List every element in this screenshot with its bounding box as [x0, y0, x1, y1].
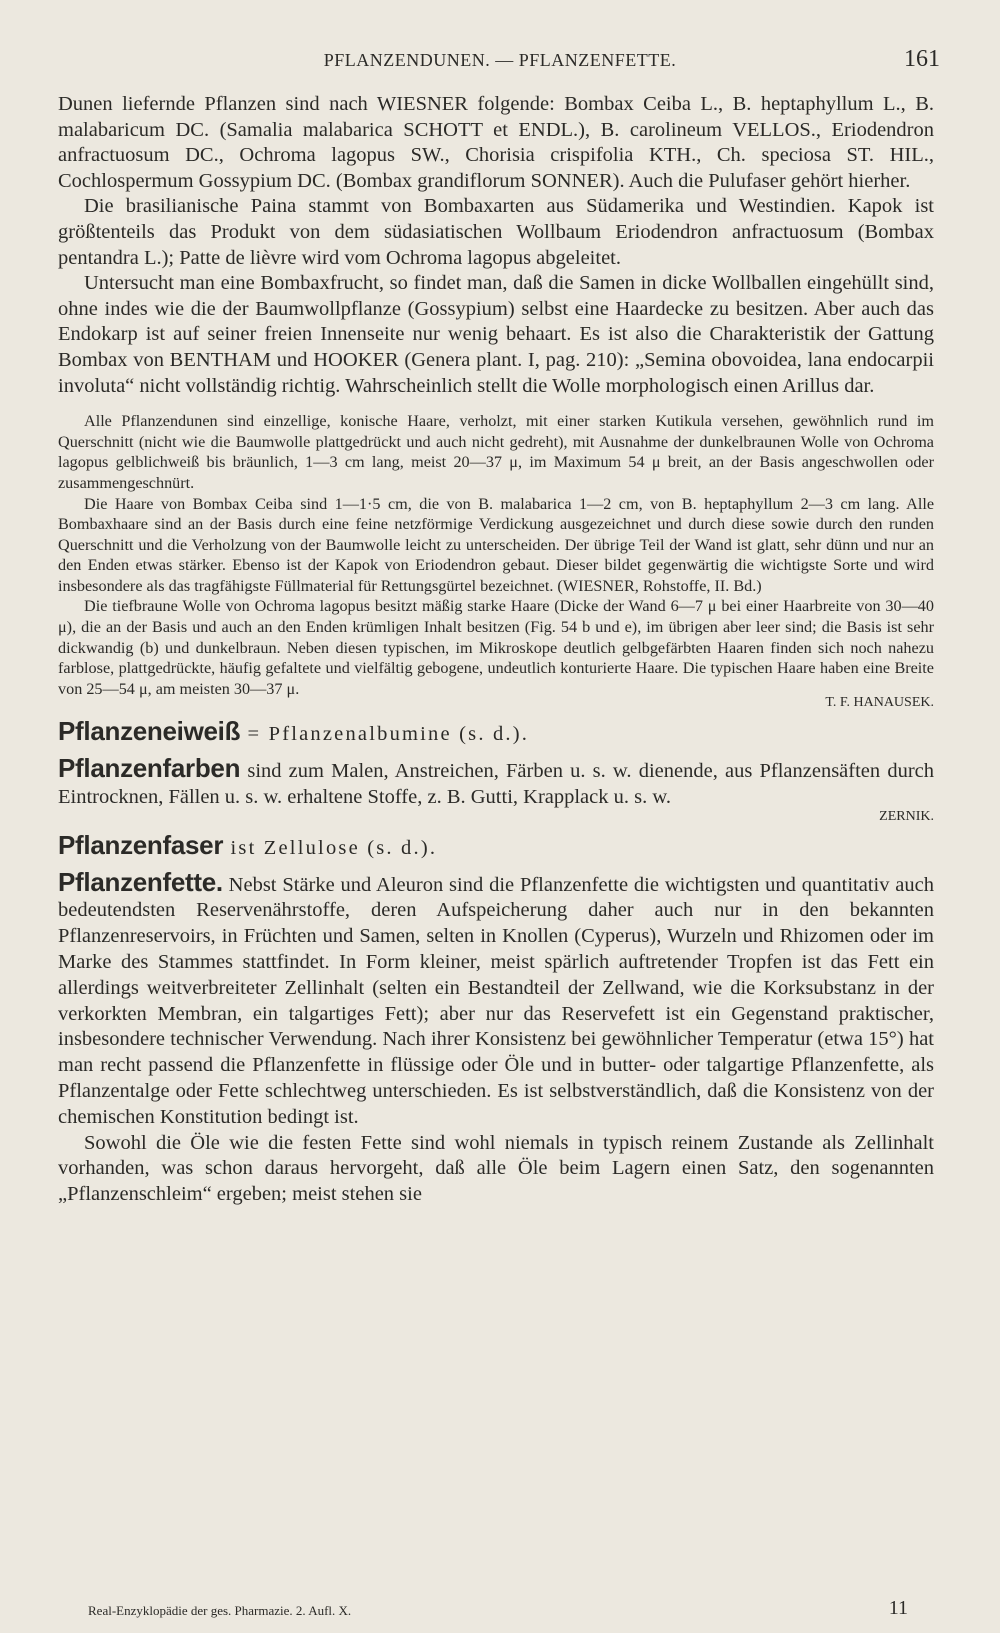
entry-text: = Pflanzenalbumine (s. d.). [240, 723, 530, 746]
small-paragraph: Die Haare von Bombax Ceiba sind 1—1·5 cm, die von B. malabarica 1—2 cm, von B. heptaphyllum 2—3 cm lang. Alle Bombaxhaare sind an der Basis durch eine feine netzförmige Verdickung ausgezeichnet und durch diese sowie durch den runden Querschnitt und die Verholzung von der Baumwolle leicht zu unterscheiden. Der übrige Teil der Wand ist glatt, sehr dünn und nur an den Enden etwas stärker. Ebenso ist der Kapok von Eriodendron gebaut. Dieser bildet gegenwärtig die wichtigste Sorte und wird insbesondere als das tragfähigste Füllmaterial für Rettungsgürtel bezeichnet. (WIESNER, Rohstoffe, II. Bd.) [58, 494, 934, 595]
running-head: PFLANZENDUNEN. — PFLANZENFETTE. [323, 50, 677, 70]
paragraph: Sowohl die Öle wie die festen Fette sind wohl niemals in typisch reinem Zustande als Zellinhalt vorhanden, was schon daraus hervorgeht, daß alle Öle beim Lagern einen Satz, den sogenannten „Pflanzenschleim“ ergeben; meist stehen sie [58, 1131, 934, 1206]
entry-heading: Pflanzenfarben [58, 753, 241, 784]
small-paragraph: Die tiefbraune Wolle von Ochroma lagopus besitzt mäßig starke Haare (Dicke der Wand 6—7 μ bei einer Haarbreite von 30—40 μ), die an der Basis und auch an den Enden krümligen Inhalt besitzen (Fig. 54 b und e), im übrigen aber leer sind; die Basis ist sehr dickwandig (b) und dunkelbraun. Neben diesen typischen, im Mikroskope deutlich gelbgefärbten Haaren finden sich noch nahezu farblose, plattgedrückte, häufig gefaltete und vielfältig gebogene, undeutlich konturierte Haare. Die typischen Haare haben eine Breite von 25—54 μ, am meisten 30—37 μ. [58, 597, 934, 698]
entry-heading: Pflanzenfaser [58, 829, 224, 860]
entry-text: sind zum Malen, Anstreichen, Färben u. s. w. dienende, aus Pflanzensäften durch Eintrocknen, Fällen u. s. w. erhaltene Stoffe, z. B. Gutti, Krapplack u. s. w. [58, 760, 934, 809]
page-number: 161 [904, 46, 940, 72]
page-footer [88, 1597, 908, 1627]
section-pflanzendunen-notes [58, 411, 934, 711]
author-signature: T. F. HANAUSEK. [825, 695, 934, 711]
sheet-number: 11 [888, 1597, 908, 1619]
section-pflanzendunen [58, 92, 934, 399]
entry-pflanzenfarben [58, 753, 934, 825]
entry-text: ist Zellulose (s. d.). [223, 836, 438, 859]
author-signature: ZERNIK. [879, 808, 934, 824]
paragraph: Dunen liefernde Pflanzen sind nach WIESNER folgende: Bombax Ceiba L., B. heptaphyllum L., B. malabaricum DC. (Samalia malabarica SCHOTT et ENDL.), B. carolineum VELLOS., Eriodendron anfractuosum DC., Ochroma lagopus SW., Chorisia crispifolia KTH., Ch. speciosa ST. HIL., Cochlospermum Gossypium DC. (Bombax grandiflorum SONNER). Auch die Pulufaser gehört hierher. [58, 93, 934, 192]
entry-pflanzenfette [58, 866, 934, 1208]
paragraph: Untersucht man eine Bombaxfrucht, so findet man, daß die Samen in dicke Wollballen eingehüllt sind, ohne indes wie die der Baumwollpflanze (Gossypium) selbst eine Haardecke zu besitzen. Aber auch das Endokarp ist auf seiner freien Innenseite nur wenig behaart. Es ist also die Charakteristik der Gattung Bombax von BENTHAM und HOOKER (Genera plant. I, pag. 210): „Semina obovoidea, lana endocarpii involuta“ nicht vollständig richtig. Wahrscheinlich stellt die Wolle morphologisch einen Arillus dar. [58, 272, 934, 397]
entry-heading: Pflanzeneiweiß [58, 716, 241, 747]
paragraph: Die brasilianische Paina stammt von Bombaxarten aus Südamerika und Westindien. Kapok ist größtenteils das Produkt von dem südasiatischen Wollbaum Eriodendron anfractuosum (Bombax pentandra L.); Patte de lièvre wird vom Ochroma lagopus abgeleitet. [58, 195, 934, 269]
small-paragraph: Alle Pflanzendunen sind einzellige, konische Haare, verholzt, mit einer starken Kutikula versehen, gewöhnlich rund im Querschnitt (nicht wie die Baumwolle plattgedrückt und auch nicht gedreht), mit Ausnahme der dunkelbraunen Wolle von Ochroma lagopus gelblichweiß bis bräunlich, 1—3 cm lang, meist 20—37 μ, im Maximum 54 μ breit, an der Basis angeschwollen oder zusammengeschnürt. [58, 412, 934, 492]
entry-heading: Pflanzenfette. [58, 866, 223, 897]
page-body [58, 92, 934, 1208]
footer-source: Real-Enzyklopädie der ges. Pharmazie. 2. Aufl. X. [88, 1603, 352, 1618]
entry-text: Nebst Stärke und Aleuron sind die Pflanzenfette die wichtigsten und quantitativ auch bedeutendsten Reservenährstoffe, deren Aufspeicherung daher auch nur in den bekannten Pflanzenreservoirs, in Früchten und Samen, selten in Knollen (Cyperus), Wurzeln und Rhizomen oder im Marke des Stammes stattfindet. In Form kleiner, meist spärlich auftretender Tropfen ist das Fett ein allerdings weitverbreiteter Zellinhalt (selten ein Bestandteil der Zellwand, wie die Korksubstanz in der verkorkten Membran, ein talgartiges Fett); aber nur das Reservefett ist ein Gegenstand praktischer, insbesondere technischer Verwendung. Nach ihrer Konsistenz bei gewöhnlicher Temperatur (etwa 15°) hat man recht passend die Pflanzenfette in flüssige oder Öle und in butter- oder talgartige Pflanzenfette, als Pflanzentalge oder Fette schlechtweg unterschieden. Es ist selbstverständlich, daß die Konsistenz von der chemischen Konstitution bedingt ist. [58, 873, 934, 1128]
entry-pflanzeneiweiss [58, 716, 934, 748]
entry-pflanzenfaser [58, 829, 934, 862]
page-header [60, 46, 940, 76]
